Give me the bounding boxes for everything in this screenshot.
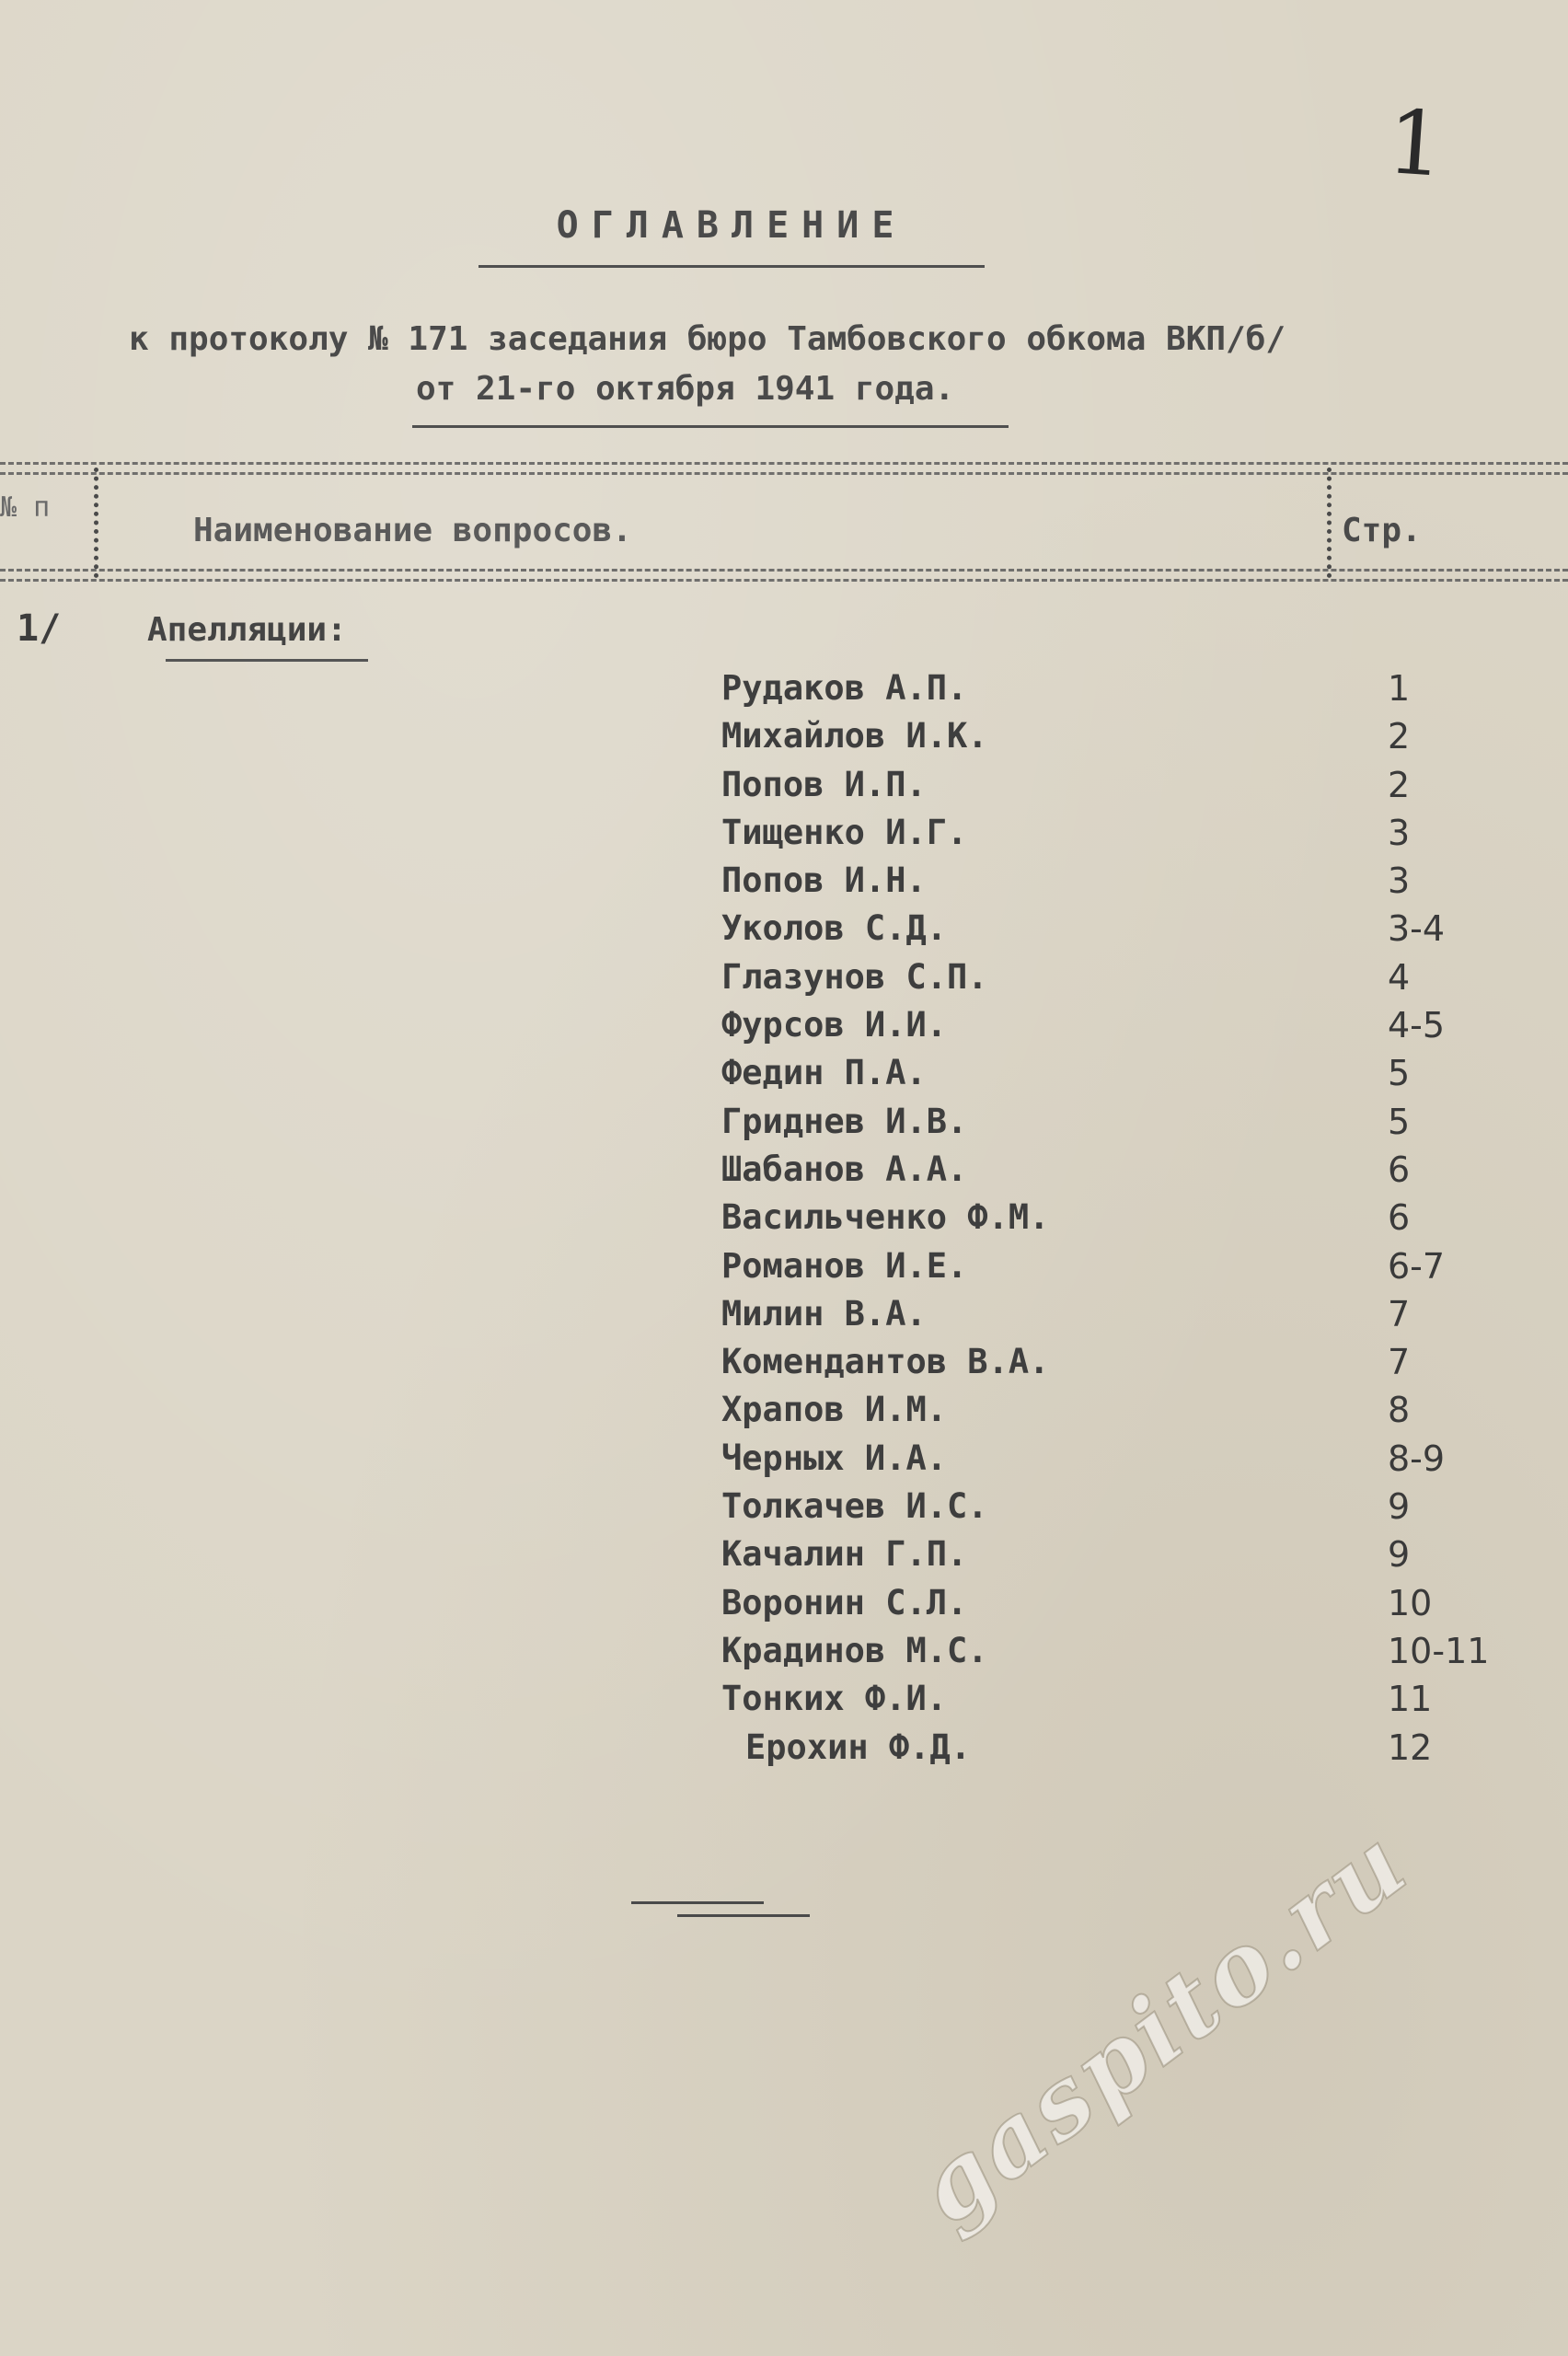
list-item bbox=[0, 1246, 1568, 1294]
list-item bbox=[0, 1486, 1568, 1534]
entry-name: Тонких Ф.И. bbox=[721, 1679, 948, 1719]
list-item bbox=[0, 957, 1568, 1005]
entry-name: Храпов И.М. bbox=[721, 1390, 948, 1430]
entry-name: Романов И.Е. bbox=[721, 1245, 968, 1286]
subtitle-line-2: от 21-го октября 1941 года. bbox=[416, 370, 955, 408]
entry-name: Глазунов С.П. bbox=[721, 956, 988, 997]
entry-page: 11 bbox=[1388, 1679, 1433, 1720]
entry-name: Ерохин Ф.Д. bbox=[745, 1727, 972, 1767]
entry-page: 6-7 bbox=[1388, 1245, 1446, 1287]
entry-page: 2 bbox=[1388, 764, 1411, 805]
entry-page: 8-9 bbox=[1388, 1438, 1446, 1479]
entry-page: 9 bbox=[1388, 1486, 1411, 1528]
handwritten-page-number: 1 bbox=[1384, 90, 1447, 197]
header-name-column: Наименование вопросов. bbox=[193, 512, 632, 549]
entry-page: 9 bbox=[1388, 1534, 1411, 1576]
list-item bbox=[0, 1005, 1568, 1053]
list-item bbox=[0, 1294, 1568, 1342]
entry-page: 5 bbox=[1388, 1053, 1411, 1094]
section-title-underline bbox=[166, 659, 368, 662]
entry-name: Попов И.Н. bbox=[721, 860, 927, 901]
header-page-column: Стр. bbox=[1342, 512, 1422, 549]
entry-name: Воронин С.Л. bbox=[721, 1582, 968, 1623]
entry-page: 3 bbox=[1388, 812, 1411, 853]
entry-name: Федин П.А. bbox=[721, 1053, 927, 1093]
end-rule-lower bbox=[677, 1914, 810, 1917]
entry-name: Крадинов М.С. bbox=[721, 1630, 988, 1670]
entry-page: 5 bbox=[1388, 1101, 1411, 1142]
watermark: gaspito.ru bbox=[894, 1805, 1429, 2246]
entry-name: Толкачев И.С. bbox=[721, 1486, 988, 1527]
list-item bbox=[0, 1149, 1568, 1197]
list-item bbox=[0, 1390, 1568, 1438]
list-item bbox=[0, 1727, 1568, 1775]
list-item bbox=[0, 908, 1568, 956]
column-separator-left bbox=[94, 468, 98, 578]
entry-name: Попов И.П. bbox=[721, 764, 927, 804]
entry-name: Шабанов А.А. bbox=[721, 1149, 968, 1189]
section-title: Апелляции: bbox=[147, 611, 347, 649]
document-title: ОГЛАВЛЕНИЕ bbox=[556, 204, 907, 247]
subtitle-line-1: к протоколу № 171 заседания бюро Тамбовского обкома ВКП/б/ bbox=[129, 320, 1286, 358]
entry-name: Черных И.А. bbox=[721, 1438, 948, 1478]
list-item bbox=[0, 716, 1568, 764]
entry-page: 1 bbox=[1388, 668, 1411, 709]
table-header-bottom-rule bbox=[0, 569, 1568, 582]
list-item bbox=[0, 1583, 1568, 1631]
entry-name: Михайлов И.К. bbox=[721, 716, 988, 756]
table-header-top-rule bbox=[0, 462, 1568, 475]
entry-name: Тищенко И.Г. bbox=[721, 812, 968, 852]
column-separator-right bbox=[1327, 468, 1332, 578]
list-item bbox=[0, 813, 1568, 860]
list-item bbox=[0, 860, 1568, 908]
entry-page: 6 bbox=[1388, 1149, 1411, 1190]
entry-page: 3 bbox=[1388, 860, 1411, 902]
entries-list bbox=[0, 668, 1568, 1775]
entry-page: 3-4 bbox=[1388, 908, 1446, 950]
list-item bbox=[0, 1631, 1568, 1679]
list-item bbox=[0, 1679, 1568, 1727]
list-item bbox=[0, 765, 1568, 813]
list-item bbox=[0, 1053, 1568, 1101]
entry-name: Васильченко Ф.М. bbox=[721, 1197, 1050, 1238]
entry-name: Милин В.А. bbox=[721, 1293, 927, 1334]
entry-name: Комендантов В.А. bbox=[721, 1342, 1050, 1382]
list-item bbox=[0, 1342, 1568, 1390]
entry-page: 4-5 bbox=[1388, 1005, 1446, 1046]
entry-page: 12 bbox=[1388, 1727, 1433, 1768]
list-item bbox=[0, 1102, 1568, 1149]
section-number: 1/ bbox=[17, 607, 62, 650]
entry-name: Качалин Г.П. bbox=[721, 1534, 968, 1575]
list-item bbox=[0, 1534, 1568, 1582]
entry-page: 10 bbox=[1388, 1582, 1433, 1623]
entry-page: 7 bbox=[1388, 1342, 1411, 1383]
list-item bbox=[0, 668, 1568, 716]
subtitle-underline bbox=[412, 425, 1009, 428]
entry-name: Фурсов И.И. bbox=[721, 1005, 948, 1045]
end-rule-upper bbox=[631, 1901, 764, 1904]
entry-name: Рудаков А.П. bbox=[721, 668, 968, 708]
entry-name: Гриднев И.В. bbox=[721, 1101, 968, 1141]
list-item bbox=[0, 1438, 1568, 1486]
header-number-column: № п bbox=[0, 491, 51, 524]
entry-page: 7 bbox=[1388, 1293, 1411, 1334]
entry-name: Уколов С.Д. bbox=[721, 908, 948, 949]
entry-page: 2 bbox=[1388, 716, 1411, 757]
title-underline bbox=[478, 265, 985, 268]
entry-page: 6 bbox=[1388, 1197, 1411, 1239]
entry-page: 10-11 bbox=[1388, 1630, 1490, 1671]
entry-page: 8 bbox=[1388, 1390, 1411, 1431]
entry-page: 4 bbox=[1388, 956, 1411, 998]
list-item bbox=[0, 1197, 1568, 1245]
